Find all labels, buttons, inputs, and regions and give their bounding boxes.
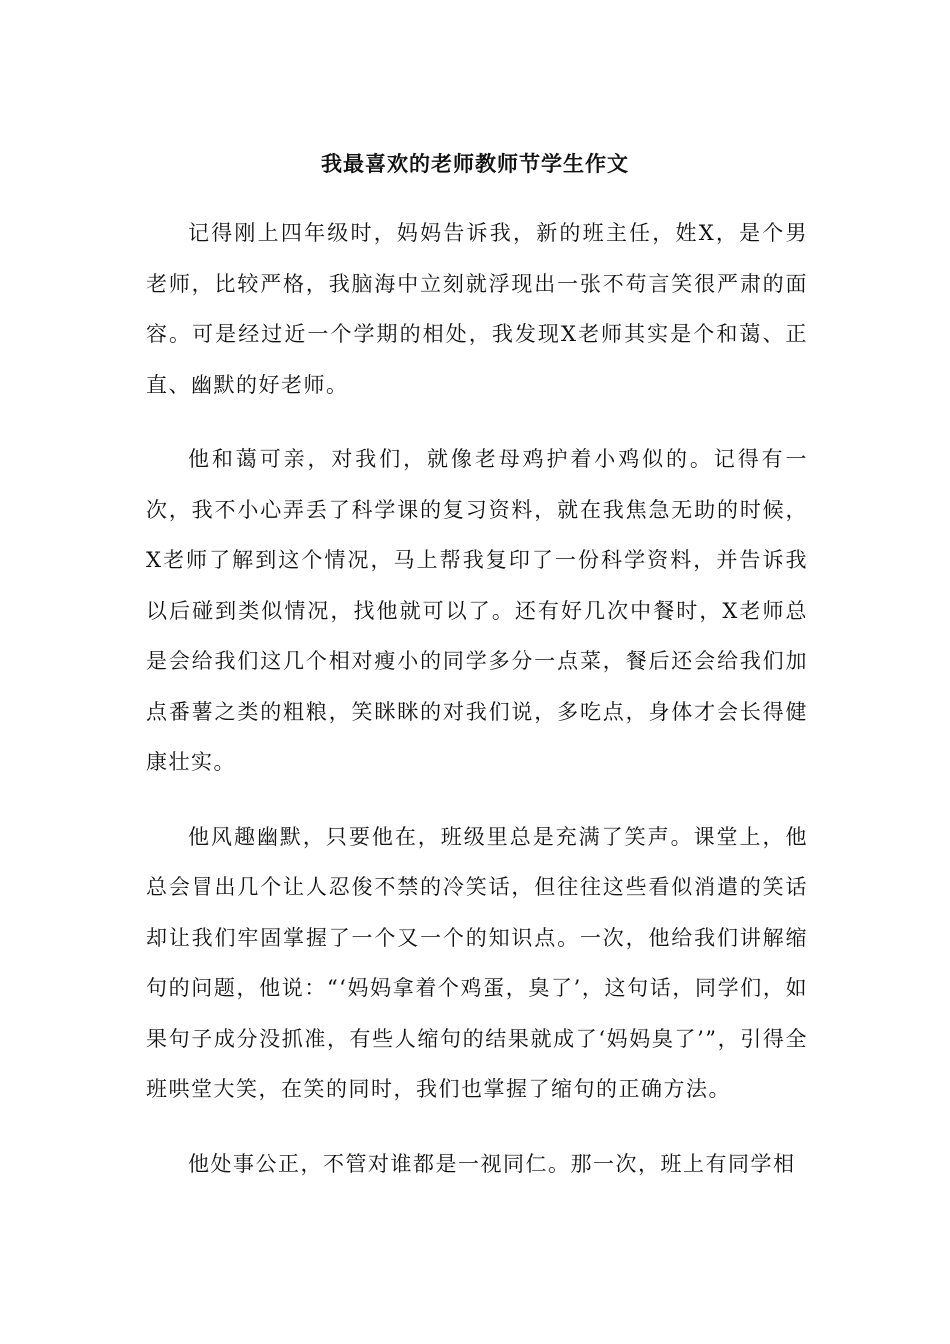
paragraph-2: 他和蔼可亲，对我们，就像老母鸡护着小鸡似的。记得有一次，我不小心弄丢了科学课的复习资料，就在我焦急无助的时候，X老师了解到这个情况，马上帮我复印了一份科学资料，并告诉我以后碰到类似情况，找他就可以了。还有好几次中餐时，X老师总是会给我们这几个相对瘦小的同学多分一点菜，餐后还会给我们加点番薯之类的粗粮，笑眯眯的对我们说，多吃点，身体才会长得健康壮实。 [146,447,808,774]
document-title: 我最喜欢的老师教师节学生作文 [321,151,629,176]
paragraph-4: 他处事公正，不管对谁都是一视同仁。那一次，班上有同学相 [188,1151,796,1176]
document-body [146,208,808,1213]
paragraph-3: 他风趣幽默，只要他在，班级里总是充满了笑声。课堂上，他总会冒出几个让人忍俊不禁的冷笑话，但往往这些看似消遣的笑话却让我们牢固掌握了一个又一个的知识点。一次，他给我们讲解缩句的问题，他说：“‘妈妈拿着个鸡蛋，臭了’，这句话，同学们，如果句子成分没抓准，有些人缩句的结果就成了‘妈妈臭了’”，引得全班哄堂大笑，在笑的同时，我们也掌握了缩句的正确方法。 [146,824,808,1101]
paragraph-1: 记得刚上四年级时，妈妈告诉我，新的班主任，姓X，是个男老师，比较严格，我脑海中立刻就浮现出一张不苟言笑很严肃的面容。可是经过近一个学期的相处，我发现X老师其实是个和蔼、正直、幽默的好老师。 [146,221,808,397]
